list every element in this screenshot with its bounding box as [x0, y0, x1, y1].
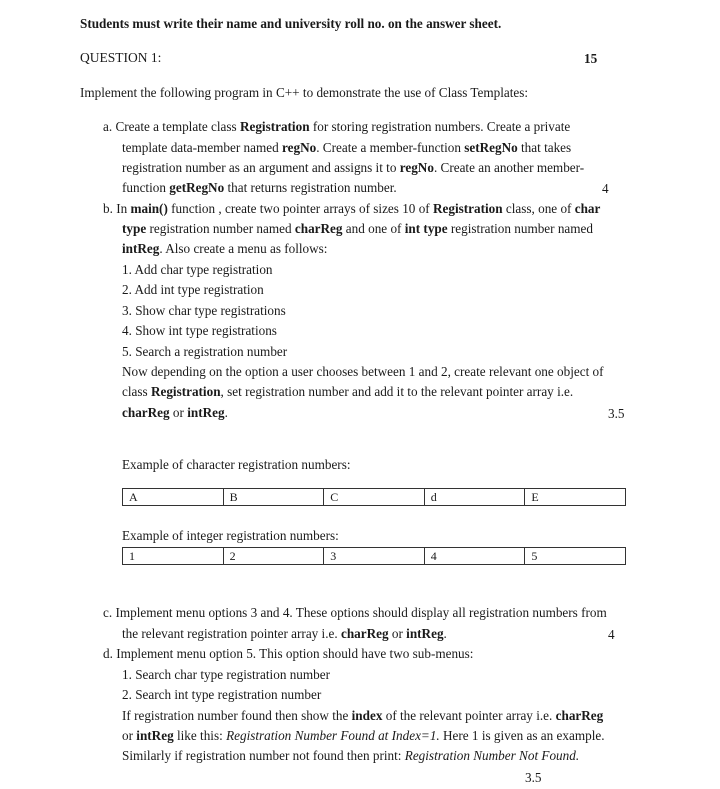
int-reg-cell: 1: [123, 548, 224, 565]
int-reg-cell: 5: [525, 548, 626, 565]
part-b-marks: 3.5: [608, 406, 625, 421]
part-a-marks: 4: [602, 181, 609, 196]
part-c-line-2: the relevant registration pointer array i.e. charReg or intReg.: [122, 626, 447, 641]
int-registration-table: [122, 547, 626, 565]
part-b-line-5: class Registration, set registration number and add it to the relevant pointer array i.e.: [122, 384, 574, 399]
char-reg-cell: B: [223, 489, 324, 506]
part-d-line-2: If registration number found then show the index of the relevant pointer array i.e. charReg: [122, 708, 604, 723]
example-int-label: Example of integer registration numbers:: [122, 528, 339, 543]
char-reg-cell: C: [324, 489, 425, 506]
instruction-text: Students must write their name and university roll no. on the answer sheet.: [80, 16, 502, 31]
part-a-line-4: function getRegNo that returns registration number.: [122, 180, 397, 195]
question-title: QUESTION 1:: [80, 50, 162, 65]
submenu-item: 1. Search char type registration number: [122, 667, 330, 682]
submenu-item: 2. Search int type registration number: [122, 687, 322, 702]
menu-item: 3. Show char type registrations: [122, 303, 286, 318]
part-d-marks: 3.5: [525, 770, 542, 785]
part-b-line-4: Now depending on the option a user chooses between 1 and 2, create relevant one object of: [122, 364, 604, 379]
intro-text: Implement the following program in C++ to demonstrate the use of Class Templates:: [80, 85, 529, 100]
part-d-line-3: or intReg like this: Registration Number Found at Index=1. Here 1 is given as an example.: [122, 728, 605, 743]
int-reg-cell: 3: [324, 548, 425, 565]
part-a-line-2: template data-member named regNo. Create a member-function setRegNo that takes: [122, 140, 572, 155]
char-reg-cell: d: [424, 489, 525, 506]
part-a-line-1: a. Create a template class Registration for storing registration numbers. Create a private: [103, 119, 571, 134]
part-b-line-1: b. In main() function , create two pointer arrays of sizes 10 of Registration class, one of char: [103, 201, 601, 216]
question-marks: 15: [584, 51, 598, 66]
part-b-line-3: intReg. Also create a menu as follows:: [122, 241, 328, 256]
char-registration-table: [122, 488, 626, 506]
char-reg-cell: A: [123, 489, 224, 506]
part-d-line-1: d. Implement menu option 5. This option should have two sub-menus:: [103, 646, 474, 661]
part-b-line-2: type registration number named charReg and one of int type registration number named: [122, 221, 593, 236]
menu-item: 2. Add int type registration: [122, 282, 264, 297]
part-b-line-6: charReg or intReg.: [122, 405, 228, 420]
part-d-line-4: Similarly if registration number not found then print: Registration Number Not Found.: [122, 748, 580, 763]
example-char-label: Example of character registration numbers:: [122, 457, 351, 472]
char-reg-cell: E: [525, 489, 626, 506]
part-c-line-1: c. Implement menu options 3 and 4. These options should display all registration numbers from: [103, 605, 607, 620]
menu-item: 5. Search a registration number: [122, 344, 288, 359]
part-c-marks: 4: [608, 627, 615, 642]
menu-item: 1. Add char type registration: [122, 262, 273, 277]
int-reg-cell: 2: [223, 548, 324, 565]
menu-item: 4. Show int type registrations: [122, 323, 277, 338]
int-reg-cell: 4: [424, 548, 525, 565]
part-a-line-3: registration number as an argument and assigns it to regNo. Create an another member-: [122, 160, 585, 175]
